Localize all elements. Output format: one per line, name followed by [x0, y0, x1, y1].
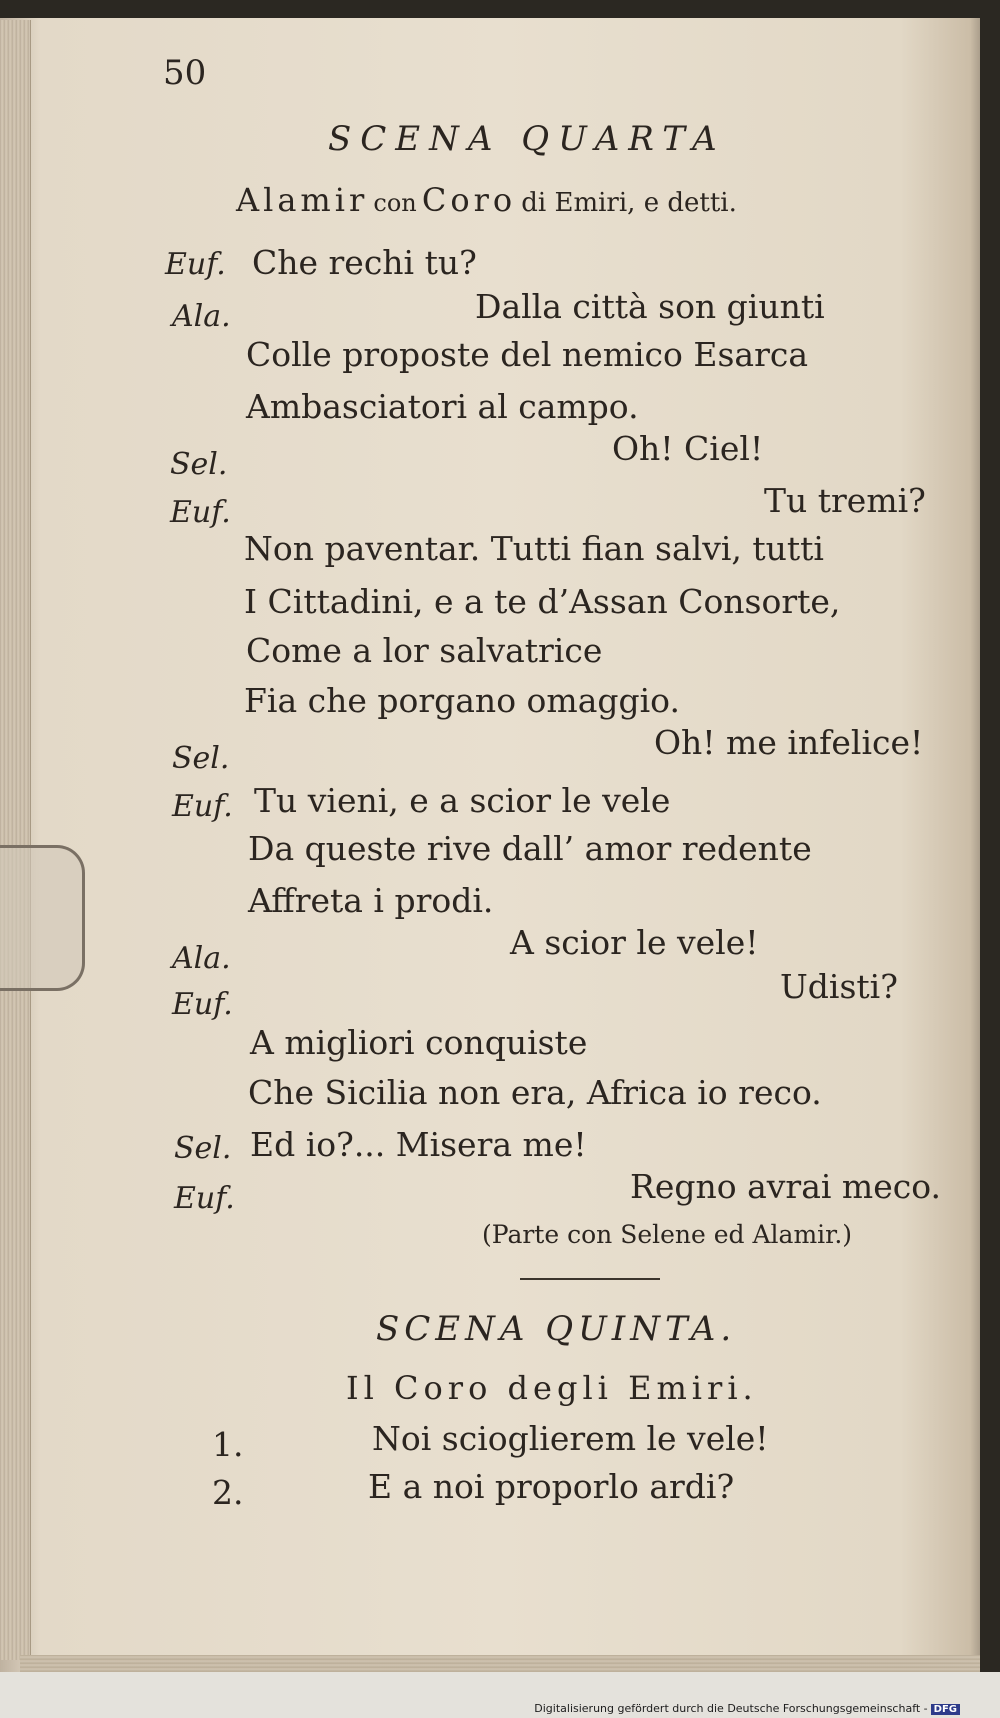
page-edges-bottom: [20, 1655, 980, 1673]
speaker-label: Euf.: [172, 789, 233, 824]
scene-5-title: SCENA QUINTA.: [376, 1309, 737, 1349]
stage-direction-con: con: [373, 189, 417, 217]
speaker-label: Sel.: [172, 741, 230, 776]
speaker-label: Sel.: [170, 447, 228, 482]
scene-5-stage-direction: Il Coro degli Emiri.: [346, 1369, 758, 1407]
stage-direction-coro: Coro: [421, 181, 517, 219]
scan-right-border: [980, 0, 1000, 1718]
speaker-label: Euf.: [174, 1181, 235, 1216]
verse-line: Non paventar. Tutti fian salvi, tutti: [244, 529, 824, 568]
speaker-label: Euf.: [172, 987, 233, 1022]
scene-4-title: SCENA QUARTA: [328, 119, 726, 159]
speaker-label: Euf.: [165, 247, 226, 282]
verse-line: Dalla città son giunti: [475, 287, 825, 326]
scene-divider: [520, 1278, 660, 1280]
verse-line: Ambasciatori al campo.: [246, 387, 639, 426]
verse-line: Che Sicilia non era, Africa io reco.: [248, 1073, 822, 1112]
page-edges-left: [0, 20, 31, 1660]
verse-line: Tu vieni, e a scior le vele: [254, 781, 671, 820]
speaker-label: Ala.: [172, 941, 231, 976]
verse-line: Che rechi tu?: [252, 243, 477, 282]
chorus-line-number: 1.: [212, 1425, 244, 1464]
verse-line: A scior le vele!: [510, 923, 759, 962]
verse-line: Colle proposte del nemico Esarca: [246, 335, 809, 374]
verse-line: Tu tremi?: [764, 481, 926, 520]
speaker-label: Ala.: [172, 299, 231, 334]
scene-4-stage-direction: [236, 181, 737, 219]
scan-top-border: [0, 0, 1000, 18]
speaker-label: Sel.: [174, 1131, 232, 1166]
chorus-line-number: 2.: [212, 1473, 244, 1512]
digitization-footer: [534, 1702, 960, 1715]
verse-line: I Cittadini, e a te d’Assan Consorte,: [244, 582, 841, 621]
verse-line: Come a lor salvatrice: [246, 631, 603, 670]
stage-direction-name: Alamir: [236, 181, 369, 219]
speaker-label: Euf.: [170, 495, 231, 530]
page-clip: [0, 845, 85, 991]
verse-line: Udisti?: [780, 967, 898, 1006]
verse-line: Oh! Ciel!: [612, 429, 764, 468]
verse-line: Da queste rive dall’ amor redente: [248, 829, 812, 868]
stage-direction-rest: di Emiri, e detti.: [521, 188, 737, 218]
dfg-logo: DFG: [931, 1704, 960, 1715]
chorus-line: E a noi proporlo ardi?: [368, 1467, 735, 1506]
stage-direction-exit: (Parte con Selene ed Alamir.): [482, 1220, 853, 1249]
page-number: 50: [163, 53, 207, 93]
verse-line: Oh! me infelice!: [654, 723, 924, 762]
chorus-line: Noi scioglierem le vele!: [372, 1419, 769, 1458]
verse-line: A migliori conquiste: [250, 1023, 588, 1062]
footer-text: Digitalisierung gefördert durch die Deutsche Forschungsgemeinschaft -: [534, 1702, 928, 1715]
verse-line: Fia che porgano omaggio.: [244, 681, 680, 720]
verse-line: Affreta i prodi.: [248, 881, 494, 920]
verse-line: Ed io?... Misera me!: [250, 1125, 587, 1164]
verse-line: Regno avrai meco.: [630, 1167, 942, 1206]
